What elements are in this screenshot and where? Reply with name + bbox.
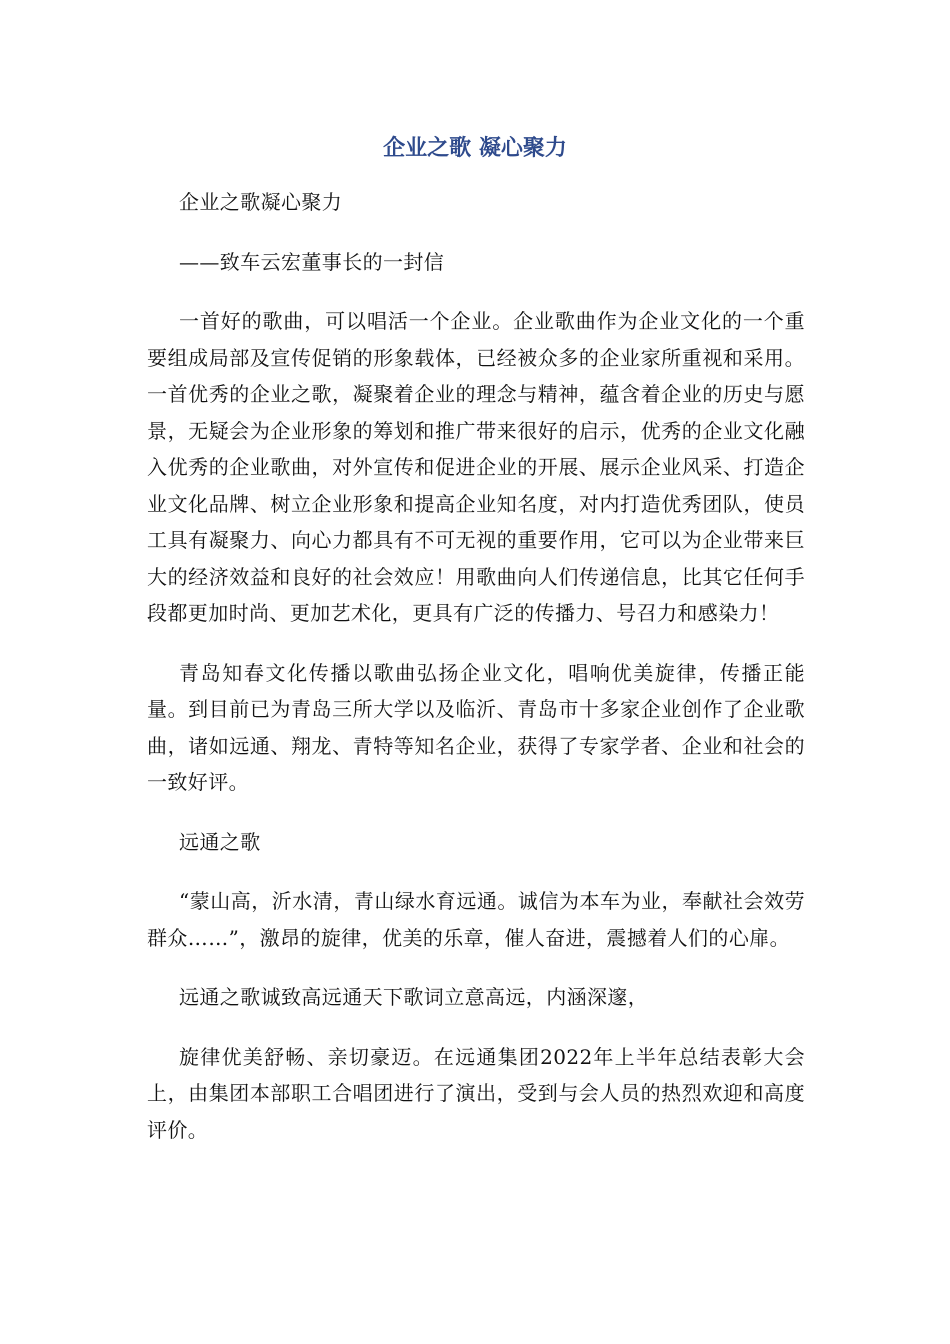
paragraph: 一首好的歌曲，可以唱活一个企业。企业歌曲作为企业文化的一个重要组成局部及宣传促销的形象载体，已经被众多的企业家所重视和采用。一首优秀的企业之歌，凝聚着企业的理念与精神，蕴含着企业的历史与愿景，无疑会为企业形象的筹划和推广带来很好的启示，优秀的企业文化融入优秀的企业歌曲，对外宣传和促进企业的开展、展示企业风采、打造企业文化品牌、树立企业形象和提高企业知名度，对内打造优秀团队，使员工具有凝聚力、向心力都具有不可无视的重要作用，它可以为企业带来巨大的经济效益和良好的社会效应！用歌曲向人们传递信息，比其它任何手段都更加时尚、更加艺术化，更具有广泛的传播力、号召力和感染力！ <box>147 309 805 625</box>
document-body <box>147 184 805 1171</box>
paragraph: 旋律优美舒畅、亲切豪迈。在远通集团2022年上半年总结表彰大会上，由集团本部职工合唱团进行了演出，受到与会人员的热烈欢迎和高度评价。 <box>147 1044 805 1142</box>
page-title: 企业之歌 凝心聚力 <box>383 136 567 161</box>
subtitle-line: 企业之歌凝心聚力 <box>179 190 343 214</box>
paragraph: “蒙山高，沂水清，青山绿水育远通。诚信为本车为业，奉献社会效劳群众……”，激昂的旋律，优美的乐章，催人奋进，震撼着人们的心扉。 <box>147 889 805 950</box>
paragraph: 远通之歌诚致高远通天下歌词立意高远，内涵深邃， <box>179 985 649 1009</box>
paragraph: 青岛知春文化传播以歌曲弘扬企业文化，唱响优美旋律，传播正能量。到目前已为青岛三所大学以及临沂、青岛市十多家企业创作了企业歌曲，诸如远通、翔龙、青特等知名企业，获得了专家学者、企业和社会的一致好评。 <box>147 660 805 794</box>
section-heading: 远通之歌 <box>179 829 261 854</box>
letter-heading: ——致车云宏董事长的一封信 <box>179 249 445 274</box>
